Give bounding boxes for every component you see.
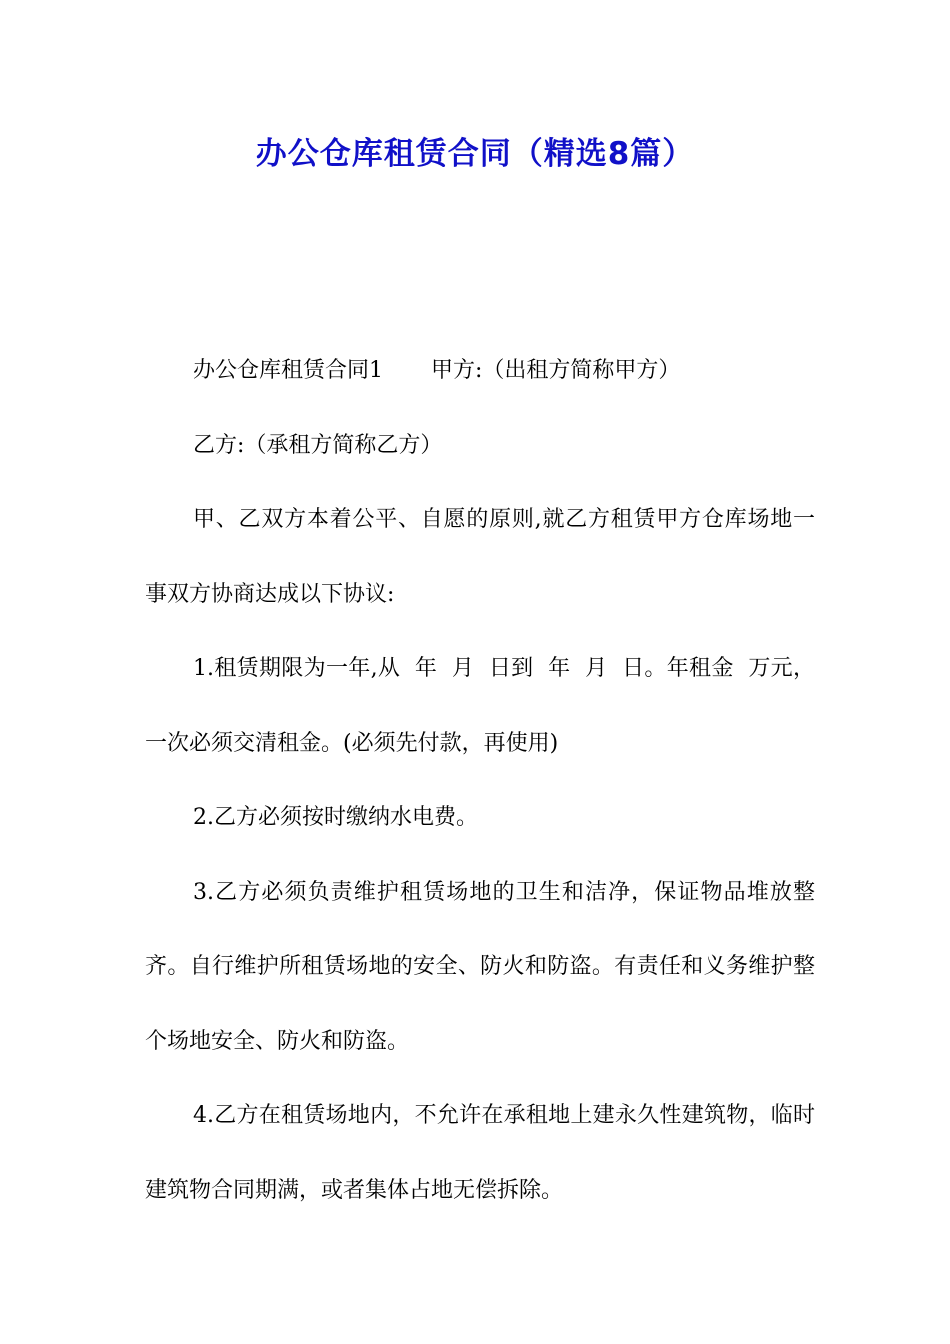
document-title: 办公仓库租赁合同（精选8篇） bbox=[255, 136, 695, 172]
contract-heading: 办公仓库租赁合同1 bbox=[193, 358, 383, 383]
paragraph-clause-2: 2.乙方必须按时缴纳水电费。 bbox=[193, 805, 478, 830]
paragraph-preamble: 甲、乙双方本着公平、自愿的原则,就乙方租赁甲方仓库场地一事双方协商达成以下协议: bbox=[145, 507, 815, 607]
paragraph-clause-1: 1.租赁期限为一年,从 年 月 日到 年 月 日。年租金 万元，一次必须交清租金。(必须先付款，再使用) bbox=[145, 656, 815, 756]
paragraph-contract-1-party-a bbox=[145, 334, 815, 409]
document-body bbox=[145, 334, 815, 1228]
paragraph-party-b: 乙方:（承租方简称乙方） bbox=[193, 432, 443, 458]
party-a-label: 甲方:（出租方简称甲方） bbox=[431, 358, 681, 383]
paragraph-clause-4: 4.乙方在租赁场地内，不允许在承租地上建永久性建筑物，临时建筑物合同期满，或者集体占地无偿拆除。 bbox=[145, 1103, 815, 1203]
paragraph-clause-3: 3.乙方必须负责维护租赁场地的卫生和洁净，保证物品堆放整齐。自行维护所租赁场地的安全、防火和防盗。有责任和义务维护整个场地安全、防火和防盗。 bbox=[145, 879, 815, 1054]
